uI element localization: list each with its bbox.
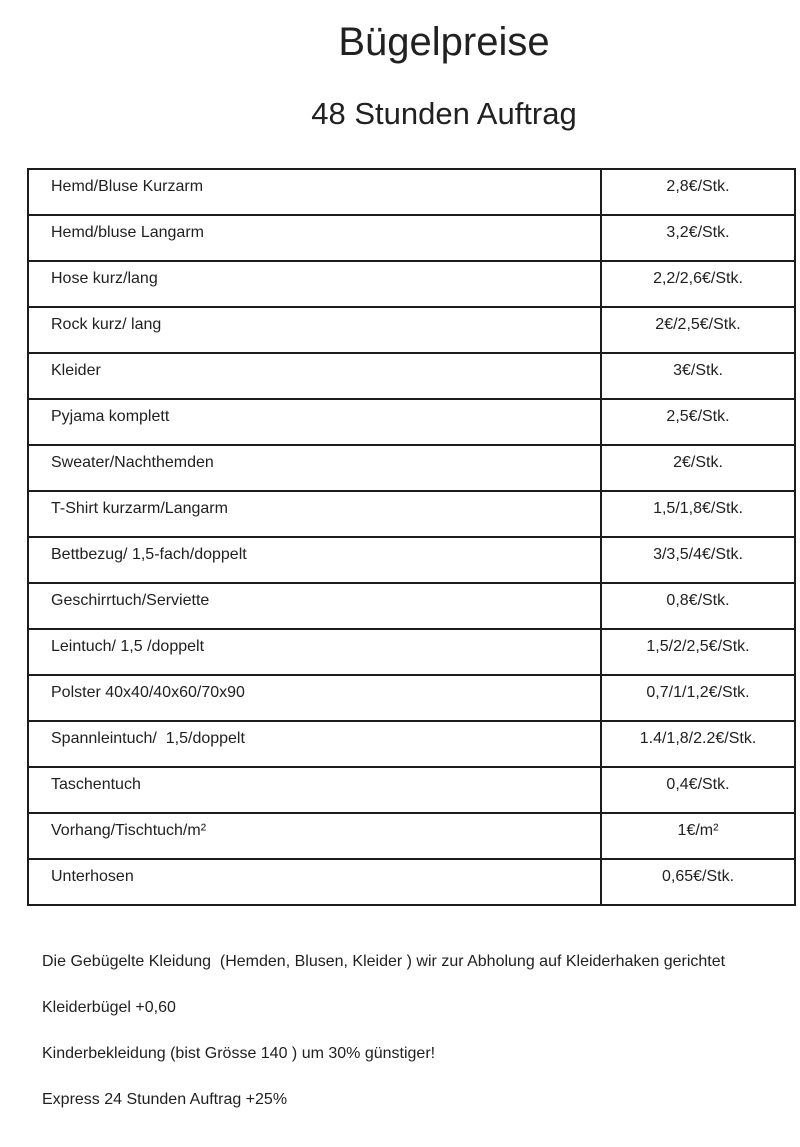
table-row [28, 445, 795, 491]
item-name-cell: Bettbezug/ 1,5-fach/doppelt [28, 537, 601, 583]
item-name-cell: Rock kurz/ lang [28, 307, 601, 353]
table-row [28, 261, 795, 307]
table-row [28, 353, 795, 399]
item-name-cell: Unterhosen [28, 859, 601, 905]
item-name-cell: Sweater/Nachthemden [28, 445, 601, 491]
note-line: Kleiderbügel +0,60 [42, 999, 176, 1016]
item-price-cell: 3/3,5/4€/Stk. [601, 537, 795, 583]
table-row [28, 169, 795, 215]
table-row [28, 629, 795, 675]
table-row [28, 767, 795, 813]
item-name-cell: Polster 40x40/40x60/70x90 [28, 675, 601, 721]
table-row [28, 491, 795, 537]
page-title: Bügelpreise [338, 20, 550, 64]
item-price-cell: 2€/Stk. [601, 445, 795, 491]
item-name-cell: Hemd/bluse Langarm [28, 215, 601, 261]
item-name-cell: Leintuch/ 1,5 /doppelt [28, 629, 601, 675]
notes-section [42, 952, 800, 1136]
item-name-cell: Hose kurz/lang [28, 261, 601, 307]
table-row [28, 721, 795, 767]
table-row [28, 307, 795, 353]
item-name-cell: T-Shirt kurzarm/Langarm [28, 491, 601, 537]
note-line: Express 24 Stunden Auftrag +25% [42, 1091, 288, 1108]
item-price-cell: 1,5/2/2,5€/Stk. [601, 629, 795, 675]
item-name-cell: Hemd/Bluse Kurzarm [28, 169, 601, 215]
note-line: Kinderbekleidung (bist Grösse 140 ) um 30% günstiger! [42, 1045, 436, 1062]
item-price-cell: 1€/m² [601, 813, 795, 859]
table-row [28, 813, 795, 859]
page-subtitle: 48 Stunden Auftrag [311, 96, 577, 131]
item-price-cell: 2,2/2,6€/Stk. [601, 261, 795, 307]
item-name-cell: Pyjama komplett [28, 399, 601, 445]
item-price-cell: 0,8€/Stk. [601, 583, 795, 629]
item-name-cell: Kleider [28, 353, 601, 399]
table-row [28, 399, 795, 445]
item-price-cell: 2€/2,5€/Stk. [601, 307, 795, 353]
item-price-cell: 0,65€/Stk. [601, 859, 795, 905]
item-price-cell: 3,2€/Stk. [601, 215, 795, 261]
item-price-cell: 3€/Stk. [601, 353, 795, 399]
item-price-cell: 2,5€/Stk. [601, 399, 795, 445]
item-name-cell: Vorhang/Tischtuch/m² [28, 813, 601, 859]
item-name-cell: Geschirrtuch/Serviette [28, 583, 601, 629]
table-row [28, 583, 795, 629]
price-table-body [28, 169, 795, 905]
item-price-cell: 0,7/1/1,2€/Stk. [601, 675, 795, 721]
table-row [28, 215, 795, 261]
table-row [28, 537, 795, 583]
table-row [28, 675, 795, 721]
item-name-cell: Taschentuch [28, 767, 601, 813]
item-price-cell: 2,8€/Stk. [601, 169, 795, 215]
note-line: Die Gebügelte Kleidung (Hemden, Blusen, Kleider ) wir zur Abholung auf Kleiderhaken gerichtet [42, 953, 726, 970]
item-price-cell: 0,4€/Stk. [601, 767, 795, 813]
price-table [27, 168, 796, 906]
item-name-cell: Spannleintuch/ 1,5/doppelt [28, 721, 601, 767]
table-row [28, 859, 795, 905]
item-price-cell: 1,5/1,8€/Stk. [601, 491, 795, 537]
item-price-cell: 1.4/1,8/2.2€/Stk. [601, 721, 795, 767]
